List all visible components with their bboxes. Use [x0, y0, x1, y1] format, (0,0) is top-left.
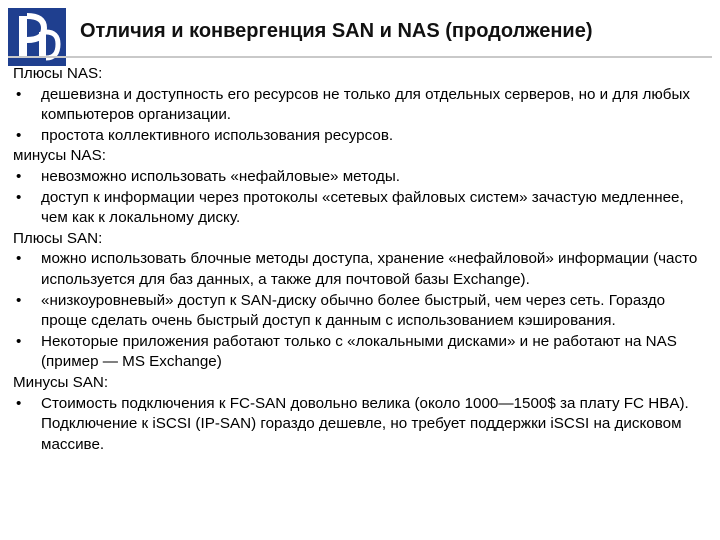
bullet-marker: •: [16, 85, 22, 103]
bullet-text: доступ к информации через протоколы «сетевых файловых систем» зачастую медленнее, чем как к локальному диску.: [41, 188, 684, 227]
slide-title: Отличия и конвергенция SAN и NAS (продолжение): [80, 20, 593, 42]
section-heading: Плюсы SAN:: [13, 229, 103, 247]
section-heading: минусы NAS:: [13, 147, 106, 165]
bullet-item: [13, 249, 703, 290]
bullet-item: [13, 167, 703, 188]
title-divider: [8, 56, 712, 58]
bullet-text: простота коллективного использования ресурсов.: [41, 126, 394, 144]
bullet-item: [13, 291, 703, 332]
bullet-item: [13, 85, 703, 126]
bullet-text: «низкоуровневый» доступ к SAN-диску обычно более быстрый, чем через сеть. Гораздо проще сделать очень быстрый доступ к данным с использованием кэширования.: [41, 291, 666, 330]
bullet-item: [13, 188, 703, 229]
slide-body: [13, 64, 703, 455]
bullet-marker: •: [16, 394, 22, 412]
bullet-text: дешевизна и доступность его ресурсов не только для отдельных серверов, но и для любых компьютеров организации.: [41, 85, 690, 124]
bullet-item: [13, 394, 703, 456]
bullet-item: [13, 126, 703, 147]
section-heading: Плюсы NAS:: [13, 65, 103, 82]
section-heading: Минусы SAN:: [13, 373, 109, 391]
bullet-marker: •: [16, 167, 22, 185]
bullet-item: [13, 332, 703, 373]
bullet-text: Стоимость подключения к FC-SAN довольно велика (около 1000—1500$ за плату FC HBA). Подключение к iSCSI (IP-SAN) гораздо дешевле, но требует поддержки iSCSI на дисковом массиве.: [41, 394, 689, 453]
bullet-marker: •: [16, 126, 22, 144]
bullet-text: невозможно использовать «нефайловые» методы.: [41, 167, 400, 185]
bullet-text: Некоторые приложения работают только с «локальными дисками» и не работают на NAS (пример — MS Exchange): [41, 332, 677, 371]
bullet-marker: •: [16, 332, 22, 350]
bullet-text: можно использовать блочные методы доступа, хранение «нефайловой» информации (часто используется для баз данных, а также для почтовой базы Exchange).: [41, 250, 698, 288]
bullet-marker: •: [16, 291, 22, 309]
bullet-marker: •: [16, 250, 22, 268]
bullet-marker: •: [16, 188, 22, 206]
